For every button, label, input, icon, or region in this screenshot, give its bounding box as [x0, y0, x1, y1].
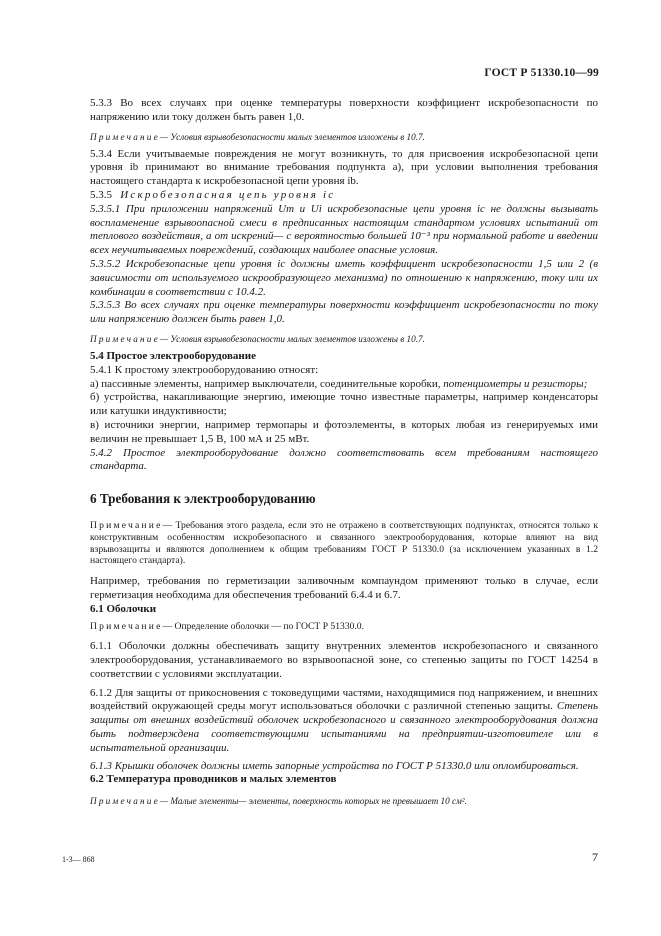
para-5-4-1-a — [90, 378, 598, 392]
para-5-4-1: 5.4.1 К простому электрооборудованию относят: — [90, 363, 319, 376]
para-6-1-1: 6.1.1 Оболочки должны обеспечивать защиту внутренних элементов искробезопасного и связанного электрооборудования, устанавливаемого во взрывоопасной зоне, со степенью защиты по ГОСТ 14254 в соответствии с условиями эксплуатации. — [90, 640, 598, 680]
para-5-3-5-number: 5.3.5 — [90, 188, 112, 201]
note-3-text: — Требования этого раздела, если это не отражено в соответствующих подпунктах, относятся только к конструктивным особенностям искробезопасного и связанного электрооборудования, которые влияют на вид взрывозащиты и являются дополнением к общим требованиям ГОСТ Р 51330.0 (за исключением указанных в 1.2 настоящего стандарта). — [90, 519, 598, 567]
heading-6-1: 6.1 Оболочки — [90, 602, 157, 615]
heading-5-4: 5.4 Простое электрооборудование — [90, 349, 256, 362]
standard-header: ГОСТ Р 51330.10—99 — [484, 67, 599, 79]
note-5 — [90, 795, 598, 807]
para-5-3-5-2: 5.3.5.2 Искробезопасные цепи уровня ic должны иметь коэффициент искробезопасности 1,5 или 2 (в зависимости от используемого искрообразующего механизма) по отношению к напряжению, току или их комбинации в соответствии с 10.4.2. — [90, 257, 598, 298]
heading-6-2: 6.2 Температура проводников и малых элементов — [90, 773, 337, 786]
note-1 — [90, 131, 598, 143]
para-5-3-5-heading — [90, 189, 598, 203]
note-2 — [90, 333, 598, 345]
para-5-3-3: 5.3.3 Во всех случаях при оценке температуры поверхности коэффициент искробезопасности по напряжению или току должен быть равен 1,0. — [90, 97, 598, 123]
para-6-1-3: 6.1.3 Крышки оболочек должны иметь запорные устройства по ГОСТ Р 51330.0 или опломбироваться. — [90, 759, 579, 772]
page-number: 7 — [592, 850, 598, 864]
note-4-text: — Определение оболочки — по ГОСТ Р 51330.0. — [162, 620, 365, 632]
para-6-1-2 — [90, 687, 598, 756]
note-5-label: Примечание — [90, 796, 160, 807]
note-1-label: Примечание — [90, 131, 160, 142]
para-5-4-1-a-plain: а) пассивные элементы, например выключатели, соединительные коробки, — [90, 377, 444, 390]
note-4 — [90, 621, 598, 633]
para-5-3-5-1: 5.3.5.1 При приложении напряжений Um и Ui искробезопасные цепи уровня ic не должны вызывать воспламенение взрывоопасной смеси в предписанных настоящим стандартом условиях испытаний от теплового воздействия, а от искрений— с вероятностью большей 10⁻³ при нормальной работе и введении всех неучитываемых повреждений, создающих наиболее опасные условия. — [90, 202, 598, 257]
heading-section-6: 6 Требования к электрооборудованию — [90, 491, 316, 507]
note-3 — [90, 520, 598, 567]
para-5-4-2: 5.4.2 Простое электрооборудование должно соответствовать всем требованиям настоящего стандарта. — [90, 446, 598, 473]
para-6-1-2-italic: Степень защиты от внешних воздействий оболочек искробезопасного и связанного электрооборудования должна быть подтверждена соответствующими испытаниями на предприятии-изготовителе или в испытательной организации. — [90, 700, 598, 754]
para-6-1-2-plain: 6.1.2 Для защиты от прикосновения с токоведущими частями, находящимися под напряжением, и внешних воздействий окружающей среды могут использоваться оболочки с различной степенью защиты. — [90, 686, 598, 713]
note-5-text: — Малые элементы— элементы, поверхность которых не превышает 10 см². — [159, 796, 467, 807]
note-3-label: Примечание — [90, 519, 163, 531]
footer-code: 1-3— 868 — [62, 855, 95, 864]
note-1-text: — Условия взрывобезопасности малых элементов изложены в 10.7. — [159, 131, 425, 142]
para-6-example: Например, требования по герметизации заливочным компаундом применяют только в случае, если герметизация необходима для обеспечения требований 6.4.4 и 6.7. — [90, 575, 598, 601]
para-5-4-1-a-italic: потенциометры и резисторы; — [443, 377, 588, 390]
note-4-label: Примечание — [90, 620, 163, 632]
para-5-3-4: 5.3.4 Если учитываемые повреждения не могут возникнуть, то для присвоения искробезопасной цепи уровня ib принимают во внимание требования подпункта а), при условии выполнения требования настоящего стандарта к искробезопасной цепи уровня ib. — [90, 147, 598, 188]
note-2-label: Примечание — [90, 333, 160, 344]
note-2-text: — Условия взрывобезопасности малых элементов изложены в 10.7. — [159, 333, 425, 344]
document-body — [90, 97, 598, 807]
para-5-4-1-b: б) устройства, накапливающие энергию, имеющие точно известные параметры, например конденсаторы или катушки индуктивности; — [90, 391, 598, 418]
para-5-3-5-3: 5.3.5.3 Во всех случаях при оценке температуры поверхности коэффициент искробезопасности по току или напряжению должен быть равен 1,0. — [90, 299, 598, 326]
para-5-3-5-title: Искробезопасная цепь уровня ic — [120, 188, 336, 201]
para-5-4-1-c: в) источники энергии, например термопары и фотоэлементы, в которых любая из генерируемых ими величин не превышает 1,5 В, 100 мА и 25 мВт. — [90, 418, 598, 445]
